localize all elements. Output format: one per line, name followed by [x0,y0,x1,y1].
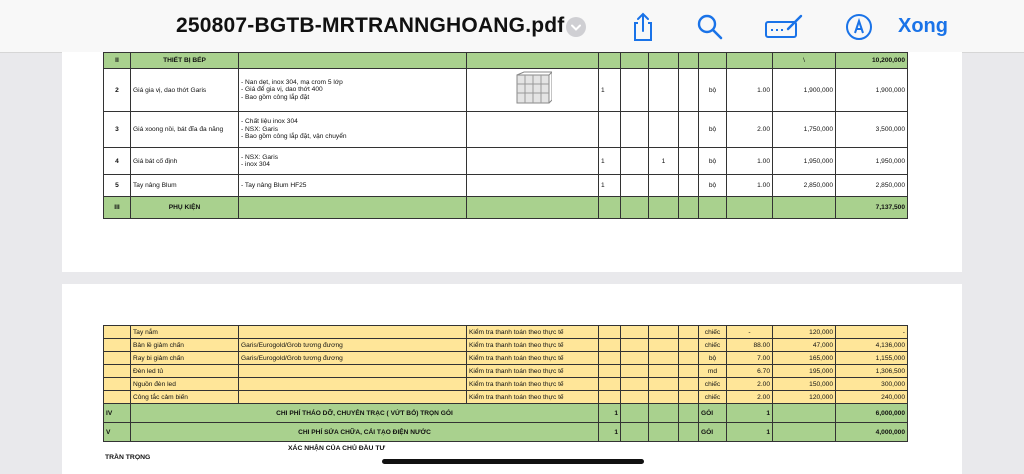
section-number: III [104,197,131,219]
table-row: Tay nắm Kiểm tra thanh toán theo thực tế chiếc - 120,000 - [104,326,908,339]
item-description: - Tay nâng Blum HF25 [239,175,467,197]
section-label: CHI PHÍ SỬA CHỮA, CẢI TẠO ĐIỆN NƯỚC [131,423,599,442]
markup-icon[interactable] [844,12,874,47]
search-icon[interactable] [696,12,724,47]
accessories-table [103,325,908,442]
section-total: 10,200,000 [836,53,908,69]
done-button[interactable]: Xong [898,15,948,37]
section-label: PHỤ KIỆN [131,197,239,219]
owner-confirmation-label: XÁC NHẬN CỦA CHỦ ĐẦU TƯ [288,445,386,452]
section-row [104,197,908,219]
section-label: THIẾT BỊ BẾP [131,53,239,69]
section-label: CHI PHÍ THÁO DỠ, CHUYÊN TRẠC ( VỨT BỎ) TRỌN GÓI [131,404,599,423]
signer-name: TRẦN TRỌNG [105,454,151,461]
pdf-page-1 [62,52,962,272]
table-row: Bản lề giảm chấn Garis/Eurogold/Grob tương đương Kiểm tra thanh toán theo thực tế chiếc 88.00 47,000 4,136,000 [104,339,908,352]
document-title[interactable]: 250807-BGTB-MRTRANNGHOANG.pdf [176,14,565,37]
home-indicator[interactable] [382,459,644,464]
section-total: 7,137,500 [836,197,908,219]
product-image [467,69,599,112]
equipment-table [103,52,908,219]
section-number: V [104,423,131,442]
table-row: 2 Giá gia vị, dao thớt Garis - Nan dẹt, inox 304, mạ crom 5 lớp - Giá để gia vị, dao thớt 400 - Bao gồm công lắp đặt 1 bộ 1.00 1,900,000 1,900,000 [104,69,908,112]
table-row: 4 Giá bát cố định - NSX: Garis - inox 304 1 1 bộ 1.00 1,950,000 1,950,000 [104,148,908,175]
section-number: II [104,53,131,69]
table-row: Đèn led tủ Kiểm tra thanh toán theo thực tế md 6.70 195,000 1,306,500 [104,365,908,378]
table-row: Nguồn đèn led Kiểm tra thanh toán theo thực tế chiếc 2.00 150,000 300,000 [104,378,908,391]
section-number: IV [104,404,131,423]
section-row: IV CHI PHÍ THÁO DỠ, CHUYÊN TRẠC ( VỨT BỎ) TRỌN GÓI 1 GÓI 1 6,000,000 [104,404,908,423]
item-description: - NSX: Garis - inox 304 [239,148,467,175]
table-row: 5 Tay nâng Blum - Tay nâng Blum HF25 1 bộ 1.00 2,850,000 2,850,000 [104,175,908,197]
share-icon[interactable] [630,12,656,47]
table-row: 3 Giá xoong nồi, bát đĩa đa năng - Chất liệu inox 304 - NSX: Garis - Bao gồm công lắp đặt, vận chuyển bộ 2.00 1,750,000 3,500,000 [104,112,908,148]
pdf-page-2 [62,284,962,474]
table-row: Công tắc cảm biến Kiểm tra thanh toán theo thực tế chiếc 2.00 120,000 240,000 [104,391,908,404]
section-total: 6,000,000 [836,404,908,423]
section-row [104,53,908,69]
item-description: - Nan dẹt, inox 304, mạ crom 5 lớp - Giá để gia vị, dao thớt 400 - Bao gồm công lắp đặt [239,69,467,112]
item-description: - Chất liệu inox 304 - NSX: Garis - Bao gồm công lắp đặt, vận chuyển [239,112,467,148]
rack-image-icon [514,71,552,107]
section-mark: \ [773,53,836,69]
table-row: Ray bi giảm chấn Garis/Eurogold/Grob tương đương Kiểm tra thanh toán theo thực tế bộ 7.00 165,000 1,155,000 [104,352,908,365]
chevron-down-icon[interactable] [566,17,586,37]
section-row: V CHI PHÍ SỬA CHỮA, CẢI TẠO ĐIỆN NƯỚC 1 GÓI 1 4,000,000 [104,423,908,442]
top-toolbar [0,0,1024,53]
section-total: 4,000,000 [836,423,908,442]
form-fill-icon[interactable] [764,12,804,47]
